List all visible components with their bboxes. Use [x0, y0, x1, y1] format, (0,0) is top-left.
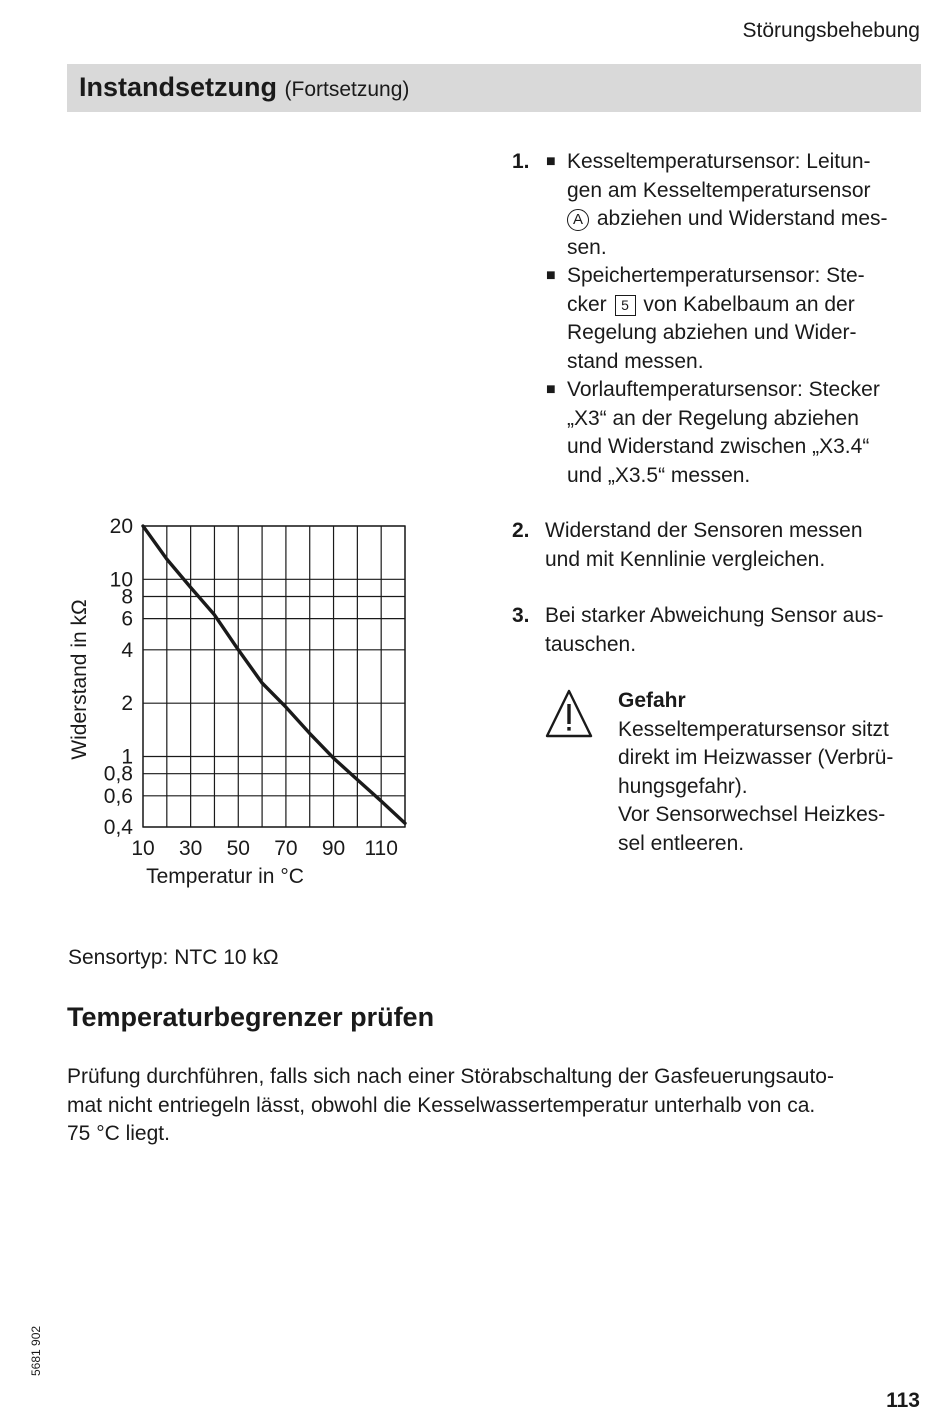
- x-tick-label: 110: [364, 837, 398, 860]
- text-line: „X3“ an der Regelung abziehen: [567, 406, 859, 430]
- y-tick-label: 2: [121, 692, 133, 716]
- text-segment: cker: [567, 292, 607, 316]
- bullet-icon: ■: [546, 153, 556, 170]
- text-line: Regelung abziehen und Wider-: [567, 321, 857, 344]
- text-line: hungsgefahr).: [618, 774, 748, 798]
- text-line: Speichertemperatursensor: Ste-: [567, 264, 865, 287]
- warning-triangle-icon: [544, 688, 594, 740]
- text-line: und mit Kennlinie vergleichen.: [545, 547, 826, 571]
- bullet-icon: ■: [546, 267, 556, 284]
- marker-a-icon: A: [567, 209, 589, 231]
- step-1-bullet-3: [567, 376, 927, 490]
- step-3-text: [545, 602, 925, 659]
- text-line: direkt im Heizwasser (Verbrü-: [618, 746, 894, 769]
- step-2-number: 2.: [512, 519, 530, 542]
- y-tick-label: 10: [109, 568, 133, 592]
- plot-frame: [143, 526, 405, 827]
- text-line: gen am Kesseltemperatursensor: [567, 178, 871, 202]
- y-tick-label: 4: [121, 638, 133, 662]
- text-line: sen.: [567, 235, 607, 259]
- text-segment: abziehen und Widerstand mes-: [596, 207, 888, 230]
- subsection-title: Temperaturbegrenzer prüfen: [67, 1002, 435, 1032]
- y-tick-label: 6: [121, 607, 133, 631]
- y-tick-label: 20: [109, 515, 133, 538]
- x-tick-label: 10: [131, 837, 155, 860]
- running-header: Störungsbehebung: [742, 19, 920, 42]
- step-2-text: [545, 517, 925, 574]
- text-line: Vorlauftemperatursensor: Stecker: [567, 378, 880, 401]
- text-line: Kesseltemperatursensor: Leitun-: [567, 150, 871, 173]
- y-tick-label: 0,4: [103, 816, 133, 839]
- text-line: 75 °C liegt.: [67, 1122, 170, 1145]
- y-tick-label: 0,6: [103, 784, 133, 808]
- section-subtitle: (Fortsetzung): [284, 78, 410, 101]
- text-line: stand messen.: [567, 349, 704, 373]
- step-3-number: 3.: [512, 604, 530, 627]
- text-line: Bei starker Abweichung Sensor aus-: [545, 604, 884, 627]
- x-tick-label: 90: [321, 837, 346, 860]
- x-tick-label: 50: [226, 837, 250, 860]
- text-line: und „X3.5“ messen.: [567, 463, 751, 487]
- section-title: [79, 72, 409, 103]
- x-tick-label: 30: [178, 837, 203, 860]
- text-line: und Widerstand zwischen „X3.4“: [567, 435, 870, 458]
- text-line: Vor Sensorwechsel Heizkes-: [618, 803, 886, 826]
- resistance-chart: [0, 500, 470, 900]
- marker-5-icon: 5: [615, 295, 636, 316]
- sensor-note: Sensortyp: NTC 10 kΩ: [68, 946, 279, 969]
- y-axis-label: Widerstand in kΩ: [68, 599, 91, 760]
- text-segment: von Kabelbaum an der: [643, 292, 855, 316]
- warning-title: Gefahr: [618, 689, 686, 712]
- text-line: Kesseltemperatursensor sitzt: [618, 717, 889, 741]
- document-number: 5681 902: [29, 1325, 43, 1376]
- page-number: 113: [886, 1389, 920, 1412]
- bullet-icon: ■: [546, 381, 556, 398]
- text-line: sel entleeren.: [618, 831, 745, 855]
- x-axis-label: Temperatur in °C: [146, 865, 304, 888]
- step-1-bullet-2: [567, 262, 927, 376]
- text-line: Prüfung durchführen, falls sich nach einer Störabschaltung der Gasfeuerungsauto-: [67, 1065, 834, 1088]
- text-line: tauschen.: [545, 632, 637, 656]
- text-line: [567, 291, 927, 320]
- warning-text: [618, 687, 938, 858]
- characteristic-curve: [143, 526, 405, 823]
- step-1-number: 1.: [512, 150, 530, 173]
- step-1-bullet-1: [567, 148, 927, 262]
- subsection-body: [67, 1063, 927, 1149]
- text-line: mat nicht entriegeln lässt, obwohl die Kesselwassertemperatur unterhalb von ca.: [67, 1093, 816, 1117]
- text-line: [567, 205, 927, 234]
- section-title-text: Instandsetzung: [79, 72, 278, 102]
- y-tick-label: 1: [121, 745, 133, 769]
- x-tick-label: 70: [274, 837, 298, 860]
- y-tick-label: 0,8: [103, 762, 133, 786]
- text-line: Widerstand der Sensoren messen: [545, 519, 863, 542]
- y-tick-label: 8: [121, 585, 133, 609]
- section-header: [67, 64, 921, 112]
